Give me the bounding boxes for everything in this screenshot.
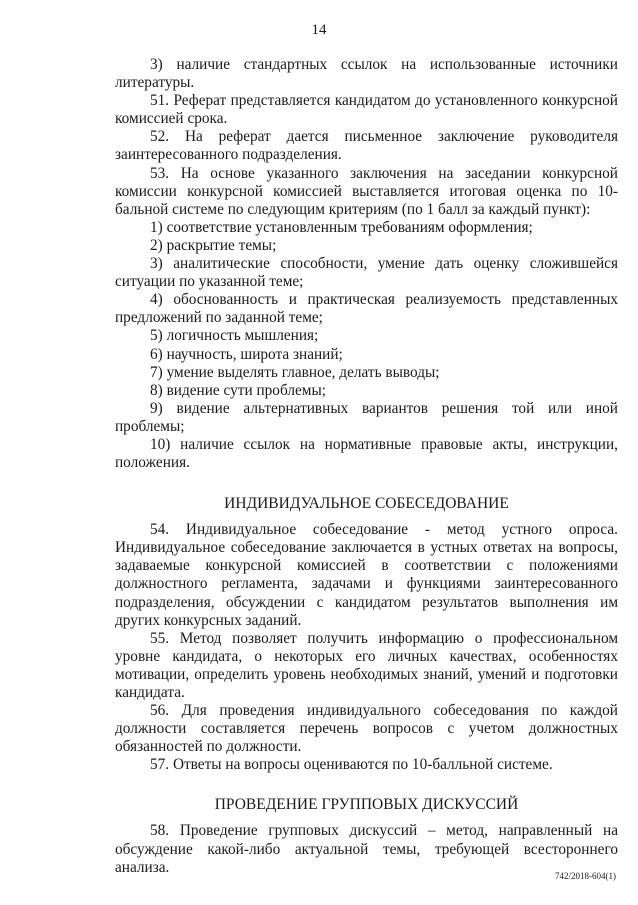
paragraph-56: 56. Для проведения индивидуального собеседования по каждой должности составляется перечень вопросов с учетом должностных обязанностей по должности.: [115, 702, 618, 756]
paragraph-criteria-3: 3) наличие стандартных ссылок на использованные источники литературы.: [115, 56, 618, 92]
section-heading-group-discussions: ПРОВЕДЕНИЕ ГРУППОВЫХ ДИСКУССИЙ: [214, 796, 519, 814]
list-item-criterion-4: 4) обоснованность и практическая реализуемость представленных предложений по заданной теме;: [115, 291, 618, 327]
list-item-criterion-9: 9) видение альтернативных вариантов решения той или иной проблемы;: [115, 399, 618, 435]
paragraph-58: 58. Проведение групповых дискуссий – метод, направленный на обсуждение какой-либо актуальной темы, требующей всестороннего анализа.: [115, 822, 618, 876]
list-item-criterion-2: 2) раскрытие темы;: [150, 236, 277, 254]
paragraph-53: 53. На основе указанного заключения на заседании конкурсной комиссии конкурсной комиссией выставляется итоговая оценка по 10-бальной системе по следующим критериям (по 1 балл за каждый пункт):: [115, 164, 618, 218]
paragraph-52: 52. На реферат дается письменное заключение руководителя заинтересованного подразделения.: [115, 128, 618, 164]
page-number: 14: [311, 22, 327, 38]
paragraph-57: 57. Ответы на вопросы оцениваются по 10-балльной системе.: [150, 756, 553, 774]
paragraph-54: 54. Индивидуальное собеседование - метод устного опроса. Индивидуальное собеседование заключается в устных ответах на вопросы, задаваемые конкурсной комиссией в соответствии с положениями должностного регламента, задачами и функциями заинтересованного подразделения, обсуждении с кандидатом результатов выполнения им других конкурсных заданий.: [115, 521, 618, 629]
list-item-criterion-1: 1) соответствие установленным требованиям оформления;: [150, 218, 533, 236]
list-item-criterion-7: 7) умение выделять главное, делать выводы;: [150, 363, 440, 381]
document-code: 742/2018-604(1): [555, 871, 616, 881]
paragraph-51: 51. Реферат представляется кандидатом до установленного конкурсной комиссией срока.: [115, 92, 618, 128]
list-item-criterion-6: 6) научность, широта знаний;: [150, 345, 343, 363]
document-body: [115, 56, 618, 877]
list-item-criterion-8: 8) видение сути проблемы;: [150, 381, 326, 399]
list-item-criterion-3: 3) аналитические способности, умение дать оценку сложившейся ситуации по указанной теме;: [115, 255, 618, 291]
paragraph-55: 55. Метод позволяет получить информацию о профессиональном уровне кандидата, о некоторых его личных качествах, особенностях мотивации, определить уровень необходимых знаний, умений и подготовки кандидата.: [115, 629, 618, 701]
section-heading-individual-interview: ИНДИВИДУАЛЬНОЕ СОБЕСЕДОВАНИЕ: [224, 495, 509, 513]
list-item-criterion-5: 5) логичность мышления;: [150, 327, 319, 345]
list-item-criterion-10: 10) наличие ссылок на нормативные правовые акты, инструкции, положения.: [115, 435, 618, 472]
